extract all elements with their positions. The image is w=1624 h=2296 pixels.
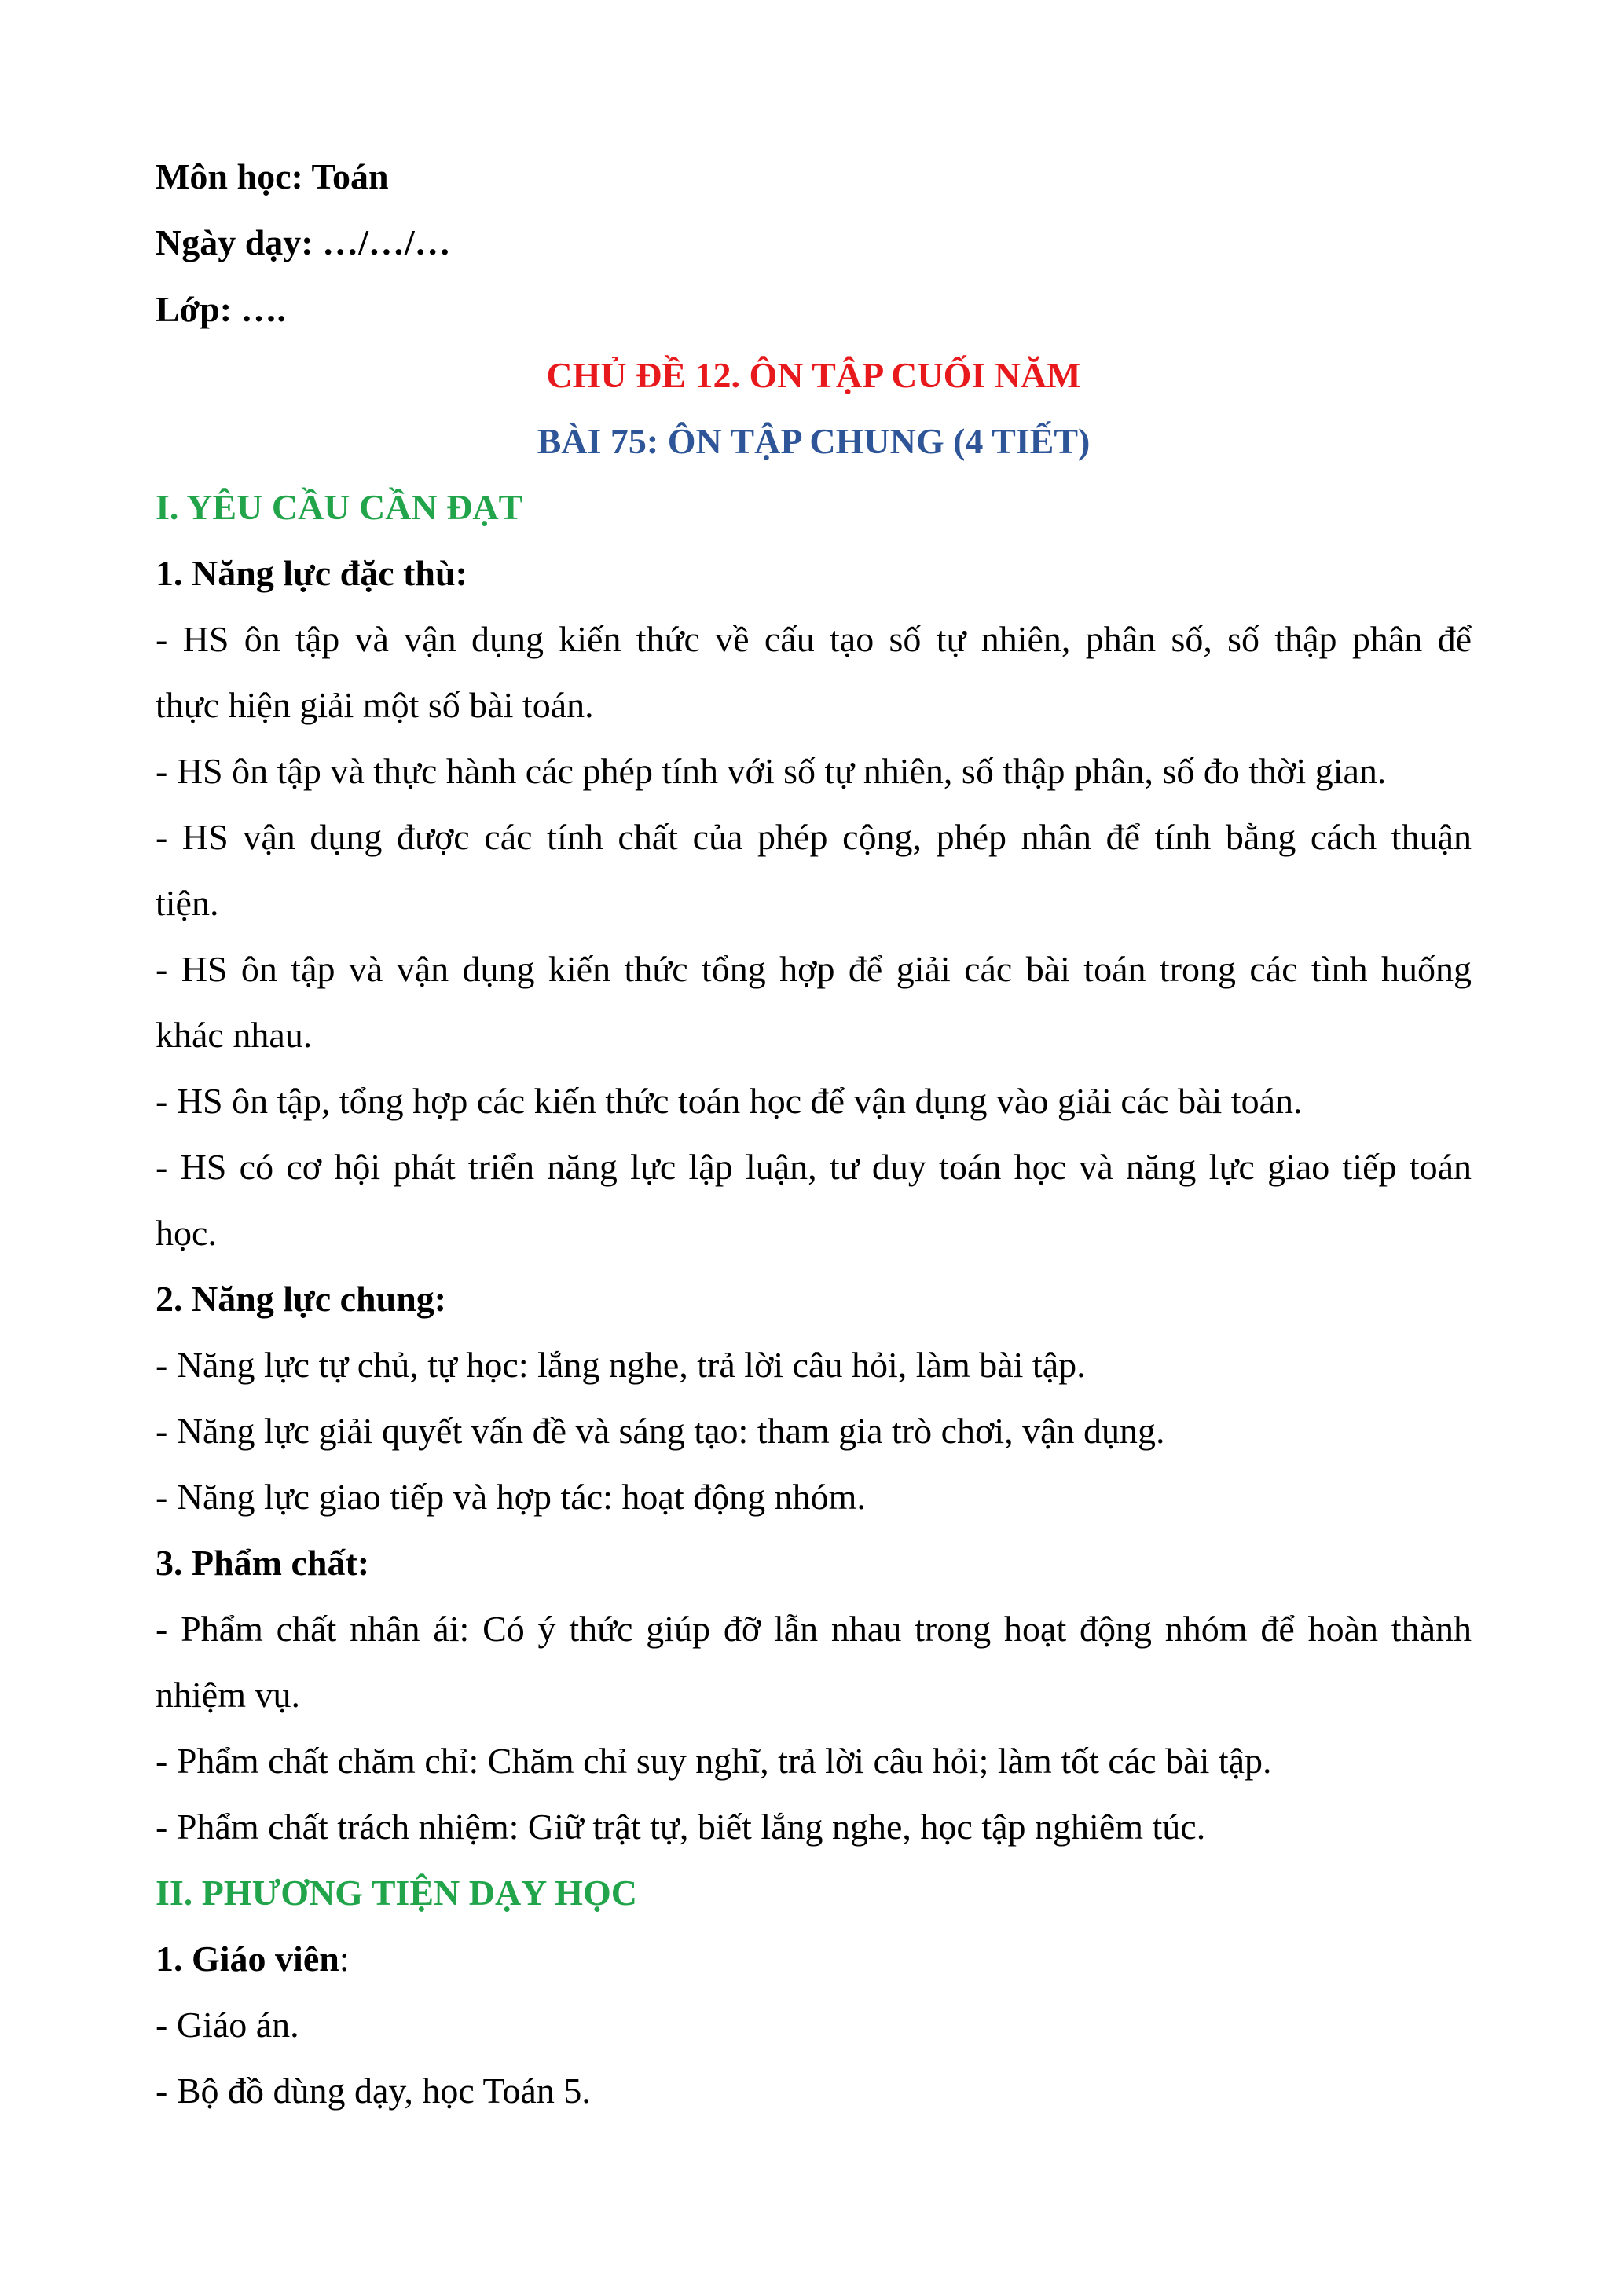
paragraph-line: - Năng lực giải quyết vấn đề và sáng tạo: tham gia trò chơi, vận dụng.: [156, 1411, 1165, 1451]
subsection-heading-specific-competence: 1. Năng lực đặc thù:: [156, 553, 467, 593]
paragraph-line: - HS vận dụng được các tính chất của phép cộng, phép nhân để tính bằng cách thuận: [156, 817, 1472, 857]
date-line: Ngày dạy: …/…/…: [156, 222, 451, 262]
paragraph-line: - HS ôn tập và vận dụng kiến thức tổng hợp để giải các bài toán trong các tình huống: [156, 949, 1472, 989]
topic-title: CHỦ ĐỀ 12. ÔN TẬP CUỐI NĂM: [546, 355, 1081, 395]
class-line: Lớp: ….: [156, 289, 287, 329]
lesson-title: BÀI 75: ÔN TẬP CHUNG (4 TIẾT): [537, 421, 1091, 461]
subsection-heading-teacher: [156, 1935, 1472, 1983]
paragraph-line: khác nhau.: [156, 1015, 313, 1055]
paragraph-line: - Giáo án.: [156, 2005, 299, 2045]
paragraph-line: - Phẩm chất chăm chỉ: Chăm chỉ suy nghĩ, trả lời câu hỏi; làm tốt các bài tập.: [156, 1741, 1272, 1781]
subsection-heading-general-competence: 2. Năng lực chung:: [156, 1279, 447, 1319]
teacher-heading-text: 1. Giáo viên: [156, 1939, 339, 1979]
subject-line: Môn học: Toán: [156, 156, 389, 196]
paragraph-line: - Phẩm chất trách nhiệm: Giữ trật tự, biết lắng nghe, học tập nghiêm túc.: [156, 1807, 1206, 1847]
paragraph-line: - Phẩm chất nhân ái: Có ý thức giúp đỡ lẫn nhau trong hoạt động nhóm để hoàn thành: [156, 1609, 1472, 1649]
paragraph-line: - Bộ đồ dùng dạy, học Toán 5.: [156, 2071, 591, 2111]
section-heading-requirements: I. YÊU CẦU CẦN ĐẠT: [156, 487, 523, 527]
paragraph-line: thực hiện giải một số bài toán.: [156, 685, 594, 725]
paragraph-line: - Năng lực giao tiếp và hợp tác: hoạt động nhóm.: [156, 1477, 866, 1517]
paragraph-line: nhiệm vụ.: [156, 1675, 300, 1715]
teacher-heading-colon: :: [339, 1939, 350, 1979]
paragraph-line: - HS ôn tập, tổng hợp các kiến thức toán học để vận dụng vào giải các bài toán.: [156, 1081, 1303, 1121]
paragraph-line: học.: [156, 1213, 217, 1253]
subsection-heading-qualities: 3. Phẩm chất:: [156, 1543, 370, 1583]
paragraph-line: - HS ôn tập và vận dụng kiến thức về cấu tạo số tự nhiên, phân số, số thập phân để: [156, 619, 1472, 659]
section-heading-teaching-materials: II. PHƯƠNG TIỆN DẠY HỌC: [156, 1873, 637, 1913]
paragraph-line: - HS ôn tập và thực hành các phép tính với số tự nhiên, số thập phân, số đo thời gian.: [156, 751, 1387, 791]
paragraph-line: - HS có cơ hội phát triển năng lực lập luận, tư duy toán học và năng lực giao tiếp toán: [156, 1147, 1472, 1187]
paragraph-line: tiện.: [156, 883, 219, 923]
paragraph-line: - Năng lực tự chủ, tự học: lắng nghe, trả lời câu hỏi, làm bài tập.: [156, 1345, 1086, 1385]
